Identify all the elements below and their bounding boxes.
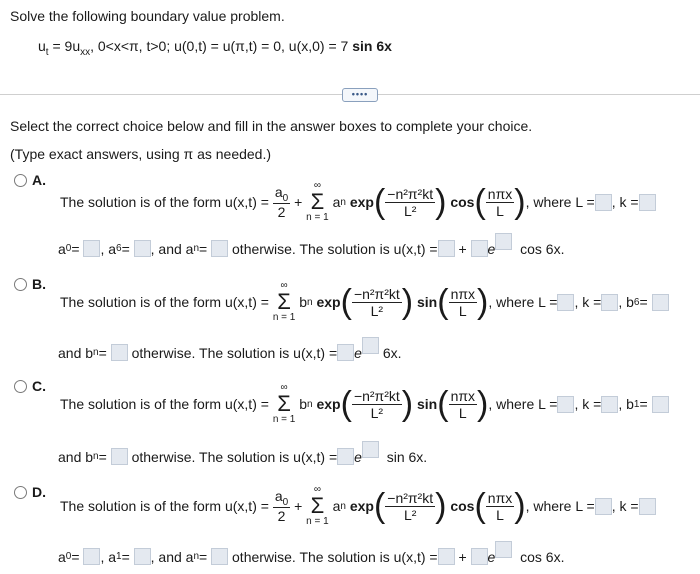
eq-rest: = 9u: [48, 38, 81, 54]
choice-b-k-input[interactable]: [601, 294, 618, 311]
choice-d-sol-input-3[interactable]: [495, 541, 512, 558]
choice-d-radio[interactable]: [14, 486, 27, 499]
eq-sub-xx: xx: [80, 46, 91, 58]
choice-b-b6-input[interactable]: [652, 294, 669, 311]
choice-c-radio[interactable]: [14, 380, 27, 393]
choice-d-a0-input[interactable]: [83, 548, 100, 565]
choice-a-sol-input-1[interactable]: [438, 240, 455, 257]
choice-d-form: The solution is of the form u(x,t) = $\frac{a_0}{2}$ + ∞ Σ n = 1 a n exp ( $\frac{\text{−n²π²kt}}{\text{L²}}$ ) cos ( $\frac{\text{nπx}}{L}$ ) , where L = , k =: [60, 482, 656, 530]
choice-d-sol-input-2[interactable]: [471, 548, 488, 565]
choice-a-k-label: , k =: [611, 194, 639, 210]
choice-a-an: a: [332, 194, 341, 210]
more-button[interactable]: ••••: [342, 88, 378, 102]
choice-b-label: B.: [32, 276, 46, 292]
choice-a-k-input[interactable]: [639, 194, 656, 211]
choice-c-k-input[interactable]: [601, 396, 618, 413]
choice-a-trig-frac: $\frac{\text{nπx}}{L}$: [487, 185, 513, 219]
problem-equation: [38, 38, 392, 58]
choice-a-sum: ∞ Σ n = 1: [306, 180, 329, 223]
eq-tail: , 0<x<π, t>0; u(0,t) = u(π,t) = 0, u(x,0) = 7: [90, 38, 353, 54]
choice-c-line2: and b n = otherwise. The solution is u(x,t) = e sin 6x.: [58, 448, 427, 465]
choice-a-an-input[interactable]: [211, 240, 228, 257]
choice-d-k-input[interactable]: [639, 498, 656, 515]
choice-a-form-prefix: The solution is of the form u(x,t) =: [60, 194, 269, 210]
instruction-text: Select the correct choice below and fill in the answer boxes to complete your choice.: [10, 118, 533, 134]
choice-b-sol-input-2[interactable]: [362, 337, 379, 354]
choice-d-label: D.: [32, 484, 46, 500]
choice-a-plus: +: [294, 194, 303, 210]
choice-a-l-input[interactable]: [595, 194, 612, 211]
choice-b-bn-input[interactable]: [111, 344, 128, 361]
eq-sub-t: t: [45, 46, 49, 58]
choice-d-a1-input[interactable]: [134, 548, 151, 565]
choice-c-bn-input[interactable]: [111, 448, 128, 465]
choice-a-otherwise: otherwise. The solution is u(x,t) =: [232, 240, 438, 257]
eq-bold: sin 6x: [352, 38, 392, 54]
choice-b-sol-input-1[interactable]: [337, 344, 354, 361]
choice-d-l-input[interactable]: [595, 498, 612, 515]
choice-a-form: The solution is of the form u(x,t) = $\frac{a_0}{2}$ + ∞ Σ n = 1 a n exp ( $\frac{\text{−n²π²kt}}{\text{L²}}$ ) cos ( $\frac{\text{nπx}}{L}$ ) , where L = , k =: [60, 178, 656, 226]
choice-a-where-l: , where L =: [525, 194, 595, 210]
choice-b-form: The solution is of the form u(x,t) = ∞ Σ n = 1 b n exp ( $\frac{\text{−n²π²kt}}{\text{L²}}$ ) sin ( $\frac{\text{nπx}}{L}$ ) , where L = , k = , b 6 =: [60, 278, 669, 326]
choice-a-a6-input[interactable]: [134, 240, 151, 257]
choice-a-label: A.: [32, 172, 46, 188]
choice-c-sol-input-1[interactable]: [337, 448, 354, 465]
choice-a-a0-input[interactable]: [83, 240, 100, 257]
choice-c-sol-input-2[interactable]: [362, 441, 379, 458]
choice-a-tail: cos 6x.: [520, 240, 565, 257]
choice-c-form: The solution is of the form u(x,t) = ∞ Σ n = 1 b n exp ( $\frac{\text{−n²π²kt}}{\text{L²}}$ ) sin ( $\frac{\text{nπx}}{L}$ ) , where L = , k = , b 1 =: [60, 380, 669, 428]
choice-a-exp: exp: [349, 194, 374, 210]
eq-u: u: [38, 38, 46, 54]
choice-a-line2: a 0 = , a 6 = , and a n = otherwise. The solution is u(x,t) = + e cos 6x.: [58, 240, 564, 257]
choice-a-exp-frac: $\frac{\text{−n²π²kt}}{\text{L²}}$: [387, 185, 434, 219]
choice-a-sol-input-3[interactable]: [495, 233, 512, 250]
choice-c-b1-input[interactable]: [652, 396, 669, 413]
choice-d-sol-input-1[interactable]: [438, 548, 455, 565]
problem-title: Solve the following boundary value problem.: [10, 8, 285, 24]
choice-a-sol-input-2[interactable]: [471, 240, 488, 257]
choice-b-radio[interactable]: [14, 278, 27, 291]
choice-a-trig: cos: [450, 194, 475, 210]
choice-c-l-input[interactable]: [557, 396, 574, 413]
instruction-note: (Type exact answers, using π as needed.): [10, 146, 272, 162]
choice-a-a0-frac: $\frac{a_0}{2}$: [274, 183, 289, 221]
choice-b-sum: ∞ Σ n = 1: [272, 280, 296, 323]
choice-b-line2: and b n = otherwise. The solution is u(x,t) = e 6x.: [58, 344, 402, 361]
choice-b-l-input[interactable]: [557, 294, 574, 311]
choice-d-an-input[interactable]: [211, 548, 228, 565]
choice-d-line2: a 0 = , a 1 = , and a n = otherwise. The solution is u(x,t) = + e cos 6x.: [58, 548, 564, 565]
choice-c-label: C.: [32, 378, 46, 394]
choice-a-radio[interactable]: [14, 174, 27, 187]
